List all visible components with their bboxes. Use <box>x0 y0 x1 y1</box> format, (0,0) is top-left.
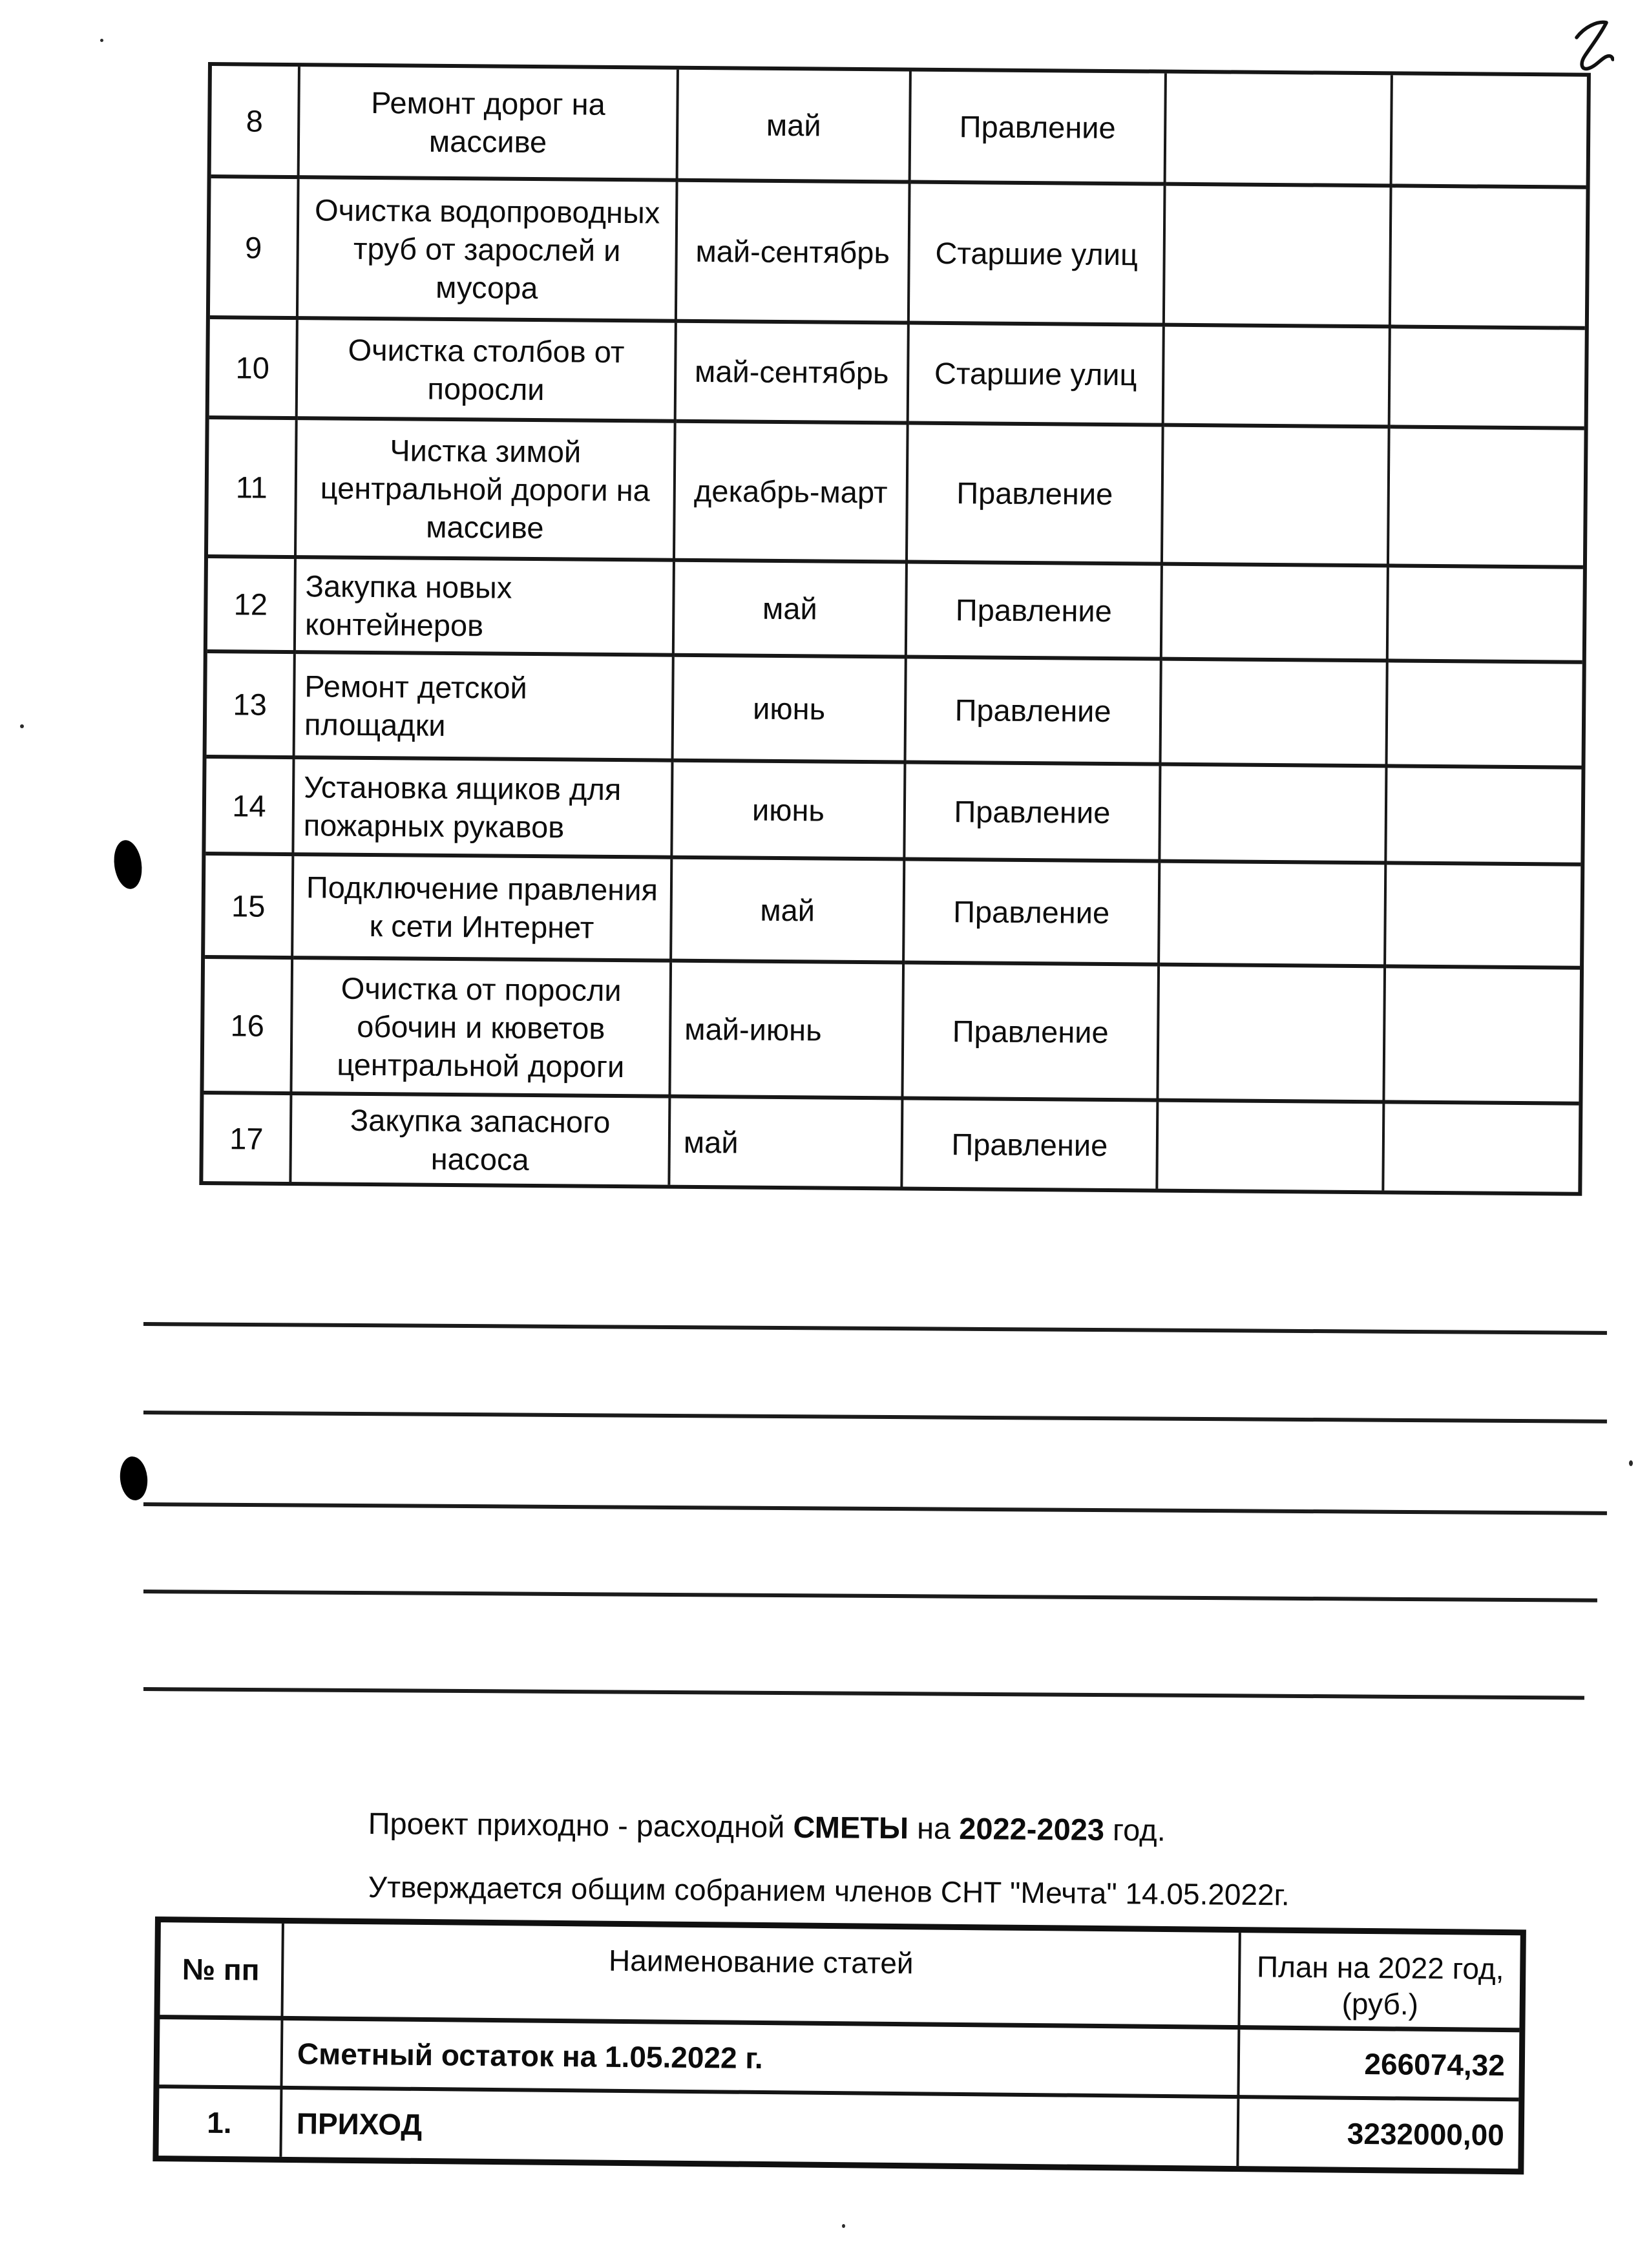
row-number-cell: 12 <box>207 558 297 654</box>
responsible-cell: Старшие улиц <box>909 325 1165 427</box>
row-number-cell: 9 <box>210 178 300 320</box>
item-name-cell: Сметный остаток на 1.05.2022 г. <box>282 2021 1240 2099</box>
ink-blob <box>118 1455 150 1502</box>
ruled-line <box>143 1411 1607 1423</box>
item-name-cell: ПРИХОД <box>282 2090 1239 2166</box>
empty-cell <box>1161 661 1388 768</box>
ruled-line <box>143 1502 1607 1515</box>
responsible-cell: Правление <box>905 861 1161 967</box>
task-cell: Ремонт детской площадки <box>295 654 675 762</box>
empty-cell <box>1384 1104 1579 1192</box>
header-cell-number: № пп <box>160 1922 284 2021</box>
row-number-cell: 8 <box>211 66 300 179</box>
scan-speck <box>20 724 24 728</box>
empty-cell <box>1385 968 1580 1105</box>
responsible-cell: Правление <box>903 1100 1159 1189</box>
task-cell: Установка ящиков для пожарных рукавов <box>294 759 673 859</box>
estimate-title-bold: 2022-2023 <box>959 1811 1105 1847</box>
responsible-cell: Правление <box>911 72 1167 186</box>
row-number-cell: 13 <box>207 653 296 759</box>
empty-cell <box>1160 863 1387 969</box>
task-cell: Закупка запасного насоса <box>291 1095 671 1185</box>
empty-cell <box>1391 328 1585 430</box>
responsible-cell: Правление <box>905 764 1161 863</box>
task-cell: Чистка зимой центральной дороги на массиве <box>297 420 677 562</box>
scan-speck <box>842 2224 845 2228</box>
task-cell: Ремонт дорог на массиве <box>300 67 679 182</box>
estimate-title-text: год. <box>1104 1812 1166 1847</box>
handwritten-page-number <box>1571 18 1614 74</box>
task-cell: Очистка водопроводных труб от зарослей и мусора <box>299 179 678 323</box>
empty-cell <box>1166 74 1393 188</box>
task-cell: Очистка от поросли обочин и кюветов центральной дороги <box>292 960 672 1098</box>
task-cell: Закупка новых контейнеров <box>296 559 675 657</box>
empty-cell <box>1163 427 1391 568</box>
row-number-cell <box>159 2019 283 2090</box>
scan-speck <box>100 39 103 42</box>
empty-cell <box>1386 865 1581 969</box>
period-cell: май <box>670 1098 903 1187</box>
ruled-line <box>143 1590 1597 1602</box>
responsible-cell: Правление <box>903 965 1160 1102</box>
empty-cell <box>1387 662 1582 769</box>
estimate-title-bold: СМЕТЫ <box>793 1809 909 1845</box>
header-cell-name: Наименование статей <box>283 1924 1241 2030</box>
row-number-cell: 15 <box>205 856 294 960</box>
row-number-cell: 1. <box>158 2088 282 2157</box>
period-cell: май <box>672 859 905 965</box>
ruled-line <box>143 1322 1607 1335</box>
item-value-cell: 266074,32 <box>1239 2030 1519 2101</box>
responsible-cell: Правление <box>908 425 1164 566</box>
empty-cell <box>1389 428 1584 569</box>
empty-cell <box>1159 967 1386 1104</box>
empty-cell <box>1392 75 1587 189</box>
period-cell: май <box>678 70 912 184</box>
item-value-cell: 3232000,00 <box>1347 2116 1505 2152</box>
empty-cell <box>1164 327 1391 429</box>
estimate-title-text: на <box>908 1811 960 1845</box>
empty-cell <box>1391 187 1586 330</box>
empty-cell <box>1389 567 1583 664</box>
empty-cell <box>1158 1102 1385 1191</box>
empty-cell <box>1387 768 1581 866</box>
period-cell: май-июнь <box>671 963 905 1100</box>
period-cell: май-сентябрь <box>677 182 911 325</box>
row-number-cell: 11 <box>208 419 298 559</box>
work-plan-table <box>199 62 1591 1196</box>
period-cell: июнь <box>673 762 906 861</box>
ruled-line <box>143 1687 1584 1700</box>
empty-cell <box>1162 566 1389 663</box>
ink-blob <box>111 838 145 890</box>
task-cell: Подключение правления к сети Интернет <box>293 856 673 963</box>
responsible-cell: Правление <box>907 564 1163 661</box>
task-cell: Очистка столбов от поросли <box>298 320 677 423</box>
period-cell: май <box>675 562 908 659</box>
header-cell-plan: План на 2022 год, (руб.) <box>1240 1933 1520 2032</box>
responsible-cell: Правление <box>906 659 1162 766</box>
estimate-title <box>368 1804 1166 1850</box>
period-cell: декабрь-март <box>675 423 909 564</box>
row-number-cell: 17 <box>203 1095 292 1182</box>
estimate-subtitle: Утверждается общим собранием членов СНТ "Мечта" 14.05.2022г. <box>368 1869 1290 1912</box>
empty-cell <box>1161 766 1387 865</box>
responsible-cell: Старшие улиц <box>910 184 1166 327</box>
row-number-cell: 14 <box>205 759 295 856</box>
row-number-cell: 16 <box>204 959 293 1095</box>
estimate-table <box>152 1916 1526 2174</box>
period-cell: май-сентябрь <box>677 323 910 425</box>
estimate-title-text: Проект приходно - расходной <box>368 1806 793 1844</box>
scan-speck <box>1629 1460 1633 1466</box>
row-number-cell: 10 <box>209 319 299 420</box>
period-cell: июнь <box>674 657 907 764</box>
empty-cell <box>1165 186 1392 329</box>
